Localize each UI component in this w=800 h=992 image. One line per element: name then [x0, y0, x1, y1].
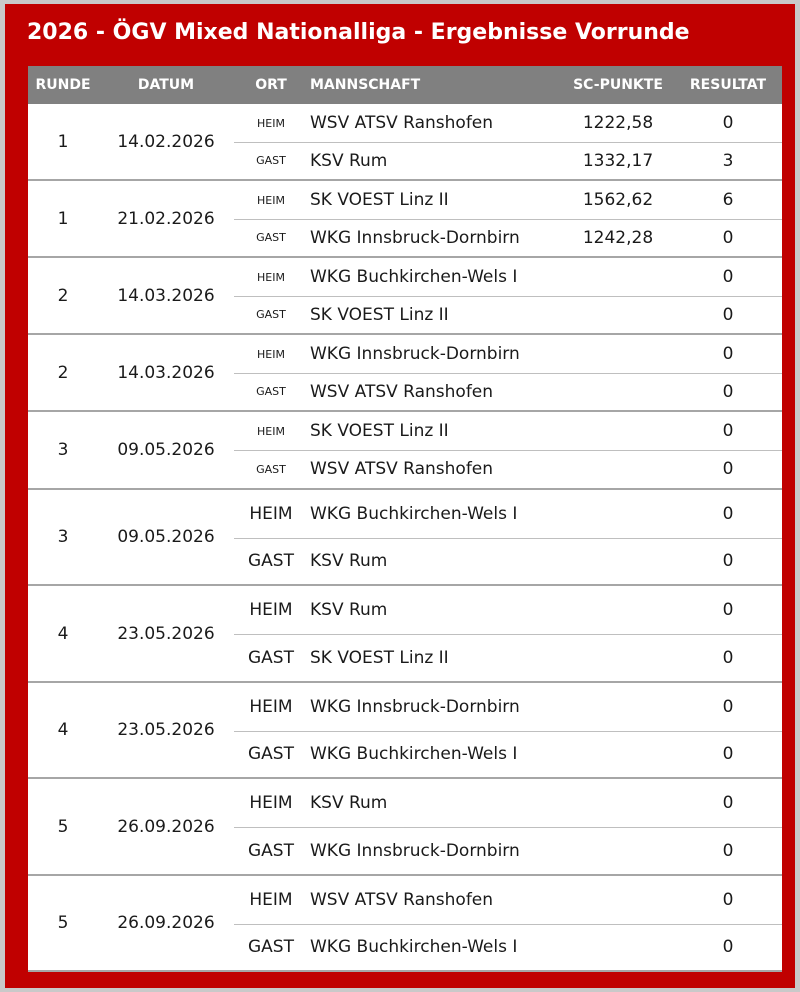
- datum-cell: 23.05.2026: [117, 720, 215, 740]
- row-divider: [234, 731, 782, 732]
- resultat-cell: 0: [722, 793, 734, 813]
- ort-cell: HEIM: [257, 116, 285, 130]
- resultat-cell: 0: [722, 421, 734, 441]
- ort-cell: GAST: [256, 154, 286, 167]
- row-divider: [234, 296, 782, 297]
- header-datum: DATUM: [137, 77, 195, 93]
- runde-cell: 3: [57, 440, 69, 460]
- table-row-heim: [28, 412, 782, 450]
- runde-cell: 4: [57, 720, 69, 740]
- team-cell: SK VOEST Linz II: [310, 190, 449, 210]
- team-cell: WSV ATSV Ranshofen: [310, 459, 494, 479]
- runde-cell: 5: [57, 913, 69, 933]
- table-row-gast: [28, 296, 782, 333]
- row-divider: [234, 538, 782, 539]
- resultat-cell: 3: [722, 150, 734, 171]
- team-cell: WKG Buchkirchen-Wels I: [310, 267, 518, 287]
- table-row-gast: [28, 373, 782, 410]
- table-row-gast: [28, 634, 782, 681]
- table-row-heim: [28, 683, 782, 731]
- resultat-cell: 0: [722, 697, 734, 717]
- ort-cell: GAST: [248, 647, 294, 668]
- row-divider: [234, 450, 782, 451]
- runde-cell: 3: [57, 527, 69, 547]
- table-row-heim: [28, 586, 782, 634]
- runde-cell: 4: [57, 623, 69, 644]
- ort-cell: GAST: [248, 840, 294, 861]
- ort-cell: HEIM: [249, 600, 293, 620]
- team-cell: WKG Buchkirchen-Wels I: [310, 504, 518, 524]
- sc-punkte-cell: 1332,17: [582, 150, 654, 171]
- resultat-cell: 0: [722, 459, 734, 479]
- table-row-gast: [28, 827, 782, 874]
- runde-cell: 2: [57, 285, 69, 306]
- resultat-cell: 0: [722, 551, 734, 571]
- runde-cell: 1: [57, 131, 69, 152]
- datum-cell: 21.02.2026: [117, 208, 215, 229]
- runde-cell: 5: [57, 816, 69, 837]
- resultat-cell: 6: [722, 190, 734, 210]
- header-sc-punkte: SC-PUNKTE: [573, 77, 663, 93]
- row-divider: [234, 142, 782, 143]
- ort-cell: HEIM: [249, 890, 293, 910]
- table-row-gast: [28, 219, 782, 256]
- ort-cell: HEIM: [249, 793, 293, 813]
- header-resultat: RESULTAT: [689, 77, 767, 93]
- ort-cell: HEIM: [257, 347, 285, 361]
- team-cell: KSV Rum: [310, 793, 388, 813]
- team-cell: WSV ATSV Ranshofen: [310, 113, 494, 133]
- ort-cell: GAST: [256, 385, 286, 398]
- team-cell: SK VOEST Linz II: [310, 304, 449, 325]
- match-group: [28, 683, 782, 779]
- resultat-cell: 0: [722, 504, 734, 524]
- header-runde: RUNDE: [35, 77, 91, 93]
- match-group: [28, 779, 782, 876]
- table-row-heim: [28, 779, 782, 827]
- resultat-cell: 0: [722, 647, 734, 668]
- ort-cell: HEIM: [257, 193, 285, 207]
- ort-cell: GAST: [248, 744, 294, 764]
- team-cell: KSV Rum: [310, 150, 388, 171]
- resultat-cell: 0: [722, 304, 734, 325]
- team-cell: WKG Innsbruck-Dornbirn: [310, 344, 520, 364]
- team-cell: WKG Innsbruck-Dornbirn: [310, 227, 520, 248]
- team-cell: WKG Buchkirchen-Wels I: [310, 744, 518, 764]
- datum-cell: 26.09.2026: [117, 913, 215, 933]
- resultat-cell: 0: [722, 937, 734, 957]
- team-cell: KSV Rum: [310, 551, 388, 571]
- sc-punkte-cell: 1242,28: [582, 227, 654, 248]
- ort-cell: GAST: [256, 462, 286, 476]
- team-cell: WKG Innsbruck-Dornbirn: [310, 697, 520, 717]
- header-ort: ORT: [255, 77, 287, 93]
- match-group: [28, 181, 782, 258]
- team-cell: WSV ATSV Ranshofen: [310, 381, 494, 402]
- resultat-cell: 0: [722, 381, 734, 402]
- resultat-cell: 0: [722, 840, 734, 861]
- table-row-heim: [28, 335, 782, 373]
- table-row-heim: [28, 104, 782, 142]
- table-row-gast: [28, 142, 782, 179]
- match-group: [28, 490, 782, 586]
- team-cell: WSV ATSV Ranshofen: [310, 890, 494, 910]
- ort-cell: GAST: [256, 308, 286, 321]
- runde-cell: 1: [57, 208, 69, 229]
- table-row-heim: [28, 490, 782, 538]
- datum-cell: 26.09.2026: [117, 816, 215, 837]
- match-group: [28, 876, 782, 972]
- team-cell: SK VOEST Linz II: [310, 647, 449, 668]
- row-divider: [234, 219, 782, 220]
- sc-punkte-cell: 1562,62: [582, 190, 654, 210]
- datum-cell: 14.02.2026: [117, 131, 215, 152]
- team-cell: WKG Buchkirchen-Wels I: [310, 937, 518, 957]
- resultat-cell: 0: [722, 113, 734, 133]
- table-row-gast: [28, 924, 782, 970]
- row-divider: [234, 827, 782, 828]
- datum-cell: 14.03.2026: [117, 285, 215, 306]
- results-table: [28, 66, 782, 972]
- ort-cell: GAST: [248, 551, 294, 571]
- page-frame: [5, 4, 795, 988]
- match-group: [28, 104, 782, 181]
- match-group: [28, 412, 782, 490]
- datum-cell: 09.05.2026: [117, 527, 215, 547]
- row-divider: [234, 924, 782, 925]
- row-divider: [234, 373, 782, 374]
- table-row-heim: [28, 258, 782, 296]
- match-group: [28, 258, 782, 335]
- ort-cell: HEIM: [257, 270, 285, 284]
- resultat-cell: 0: [722, 890, 734, 910]
- ort-cell: GAST: [256, 231, 286, 244]
- ort-cell: HEIM: [249, 697, 293, 717]
- table-header: [28, 66, 782, 104]
- match-group: [28, 335, 782, 412]
- table-row-gast: [28, 538, 782, 584]
- resultat-cell: 0: [722, 600, 734, 620]
- resultat-cell: 0: [722, 744, 734, 764]
- sc-punkte-cell: 1222,58: [582, 113, 654, 133]
- team-cell: WKG Innsbruck-Dornbirn: [310, 840, 520, 861]
- match-group: [28, 586, 782, 683]
- datum-cell: 23.05.2026: [117, 623, 215, 644]
- header-mannschaft: MANNSCHAFT: [310, 77, 421, 93]
- ort-cell: GAST: [248, 937, 294, 957]
- team-cell: SK VOEST Linz II: [310, 421, 449, 441]
- team-cell: KSV Rum: [310, 600, 388, 620]
- page-title: 2026 - ÖGV Mixed Nationalliga - Ergebnisse Vorrunde: [27, 20, 690, 45]
- table-row-heim: [28, 876, 782, 924]
- row-divider: [234, 634, 782, 635]
- datum-cell: 09.05.2026: [117, 440, 215, 460]
- table-row-gast: [28, 450, 782, 488]
- resultat-cell: 0: [722, 227, 734, 248]
- resultat-cell: 0: [722, 344, 734, 364]
- runde-cell: 2: [57, 362, 69, 383]
- ort-cell: HEIM: [249, 504, 293, 524]
- table-row-gast: [28, 731, 782, 777]
- ort-cell: HEIM: [257, 424, 285, 438]
- datum-cell: 14.03.2026: [117, 362, 215, 383]
- table-row-heim: [28, 181, 782, 219]
- resultat-cell: 0: [722, 267, 734, 287]
